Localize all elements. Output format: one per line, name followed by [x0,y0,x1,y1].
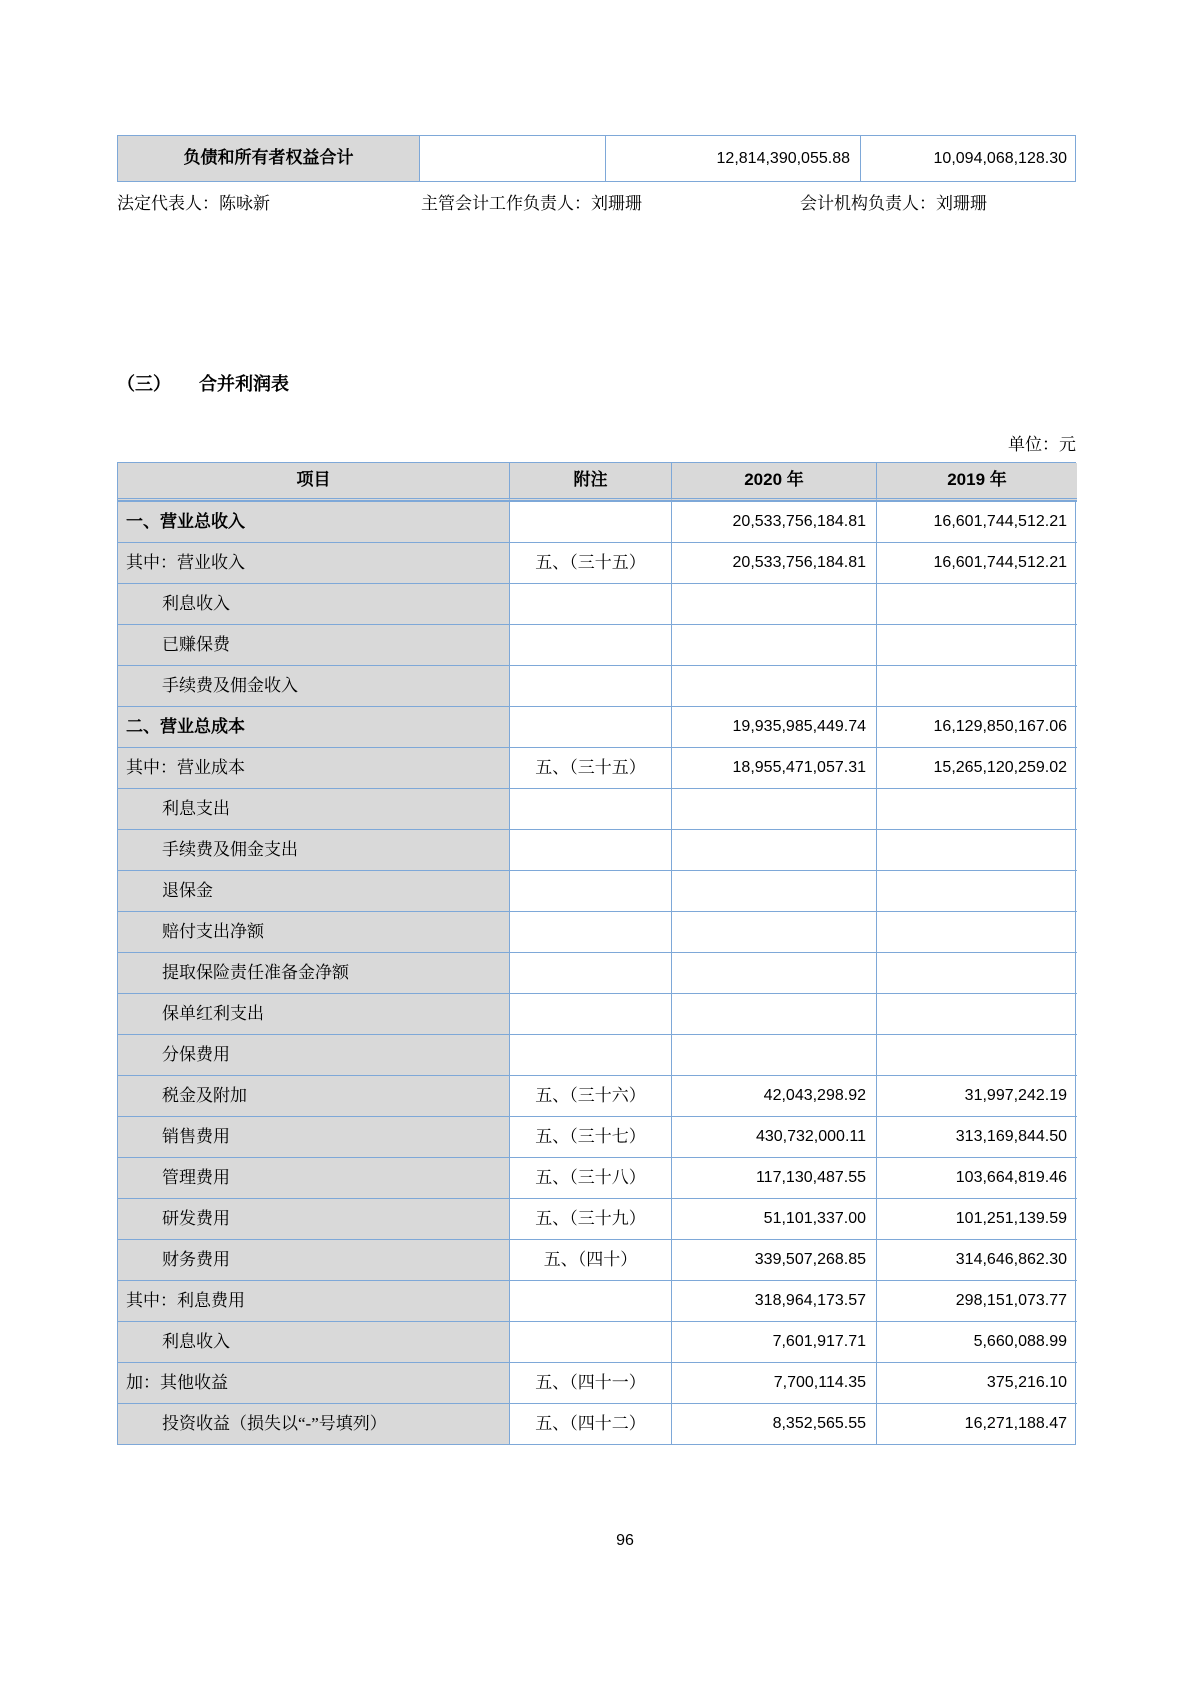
note-cell [419,136,605,181]
row-item: 税金及附加 [118,1075,509,1116]
table-row [118,136,1075,181]
section-index: （三） [117,374,171,394]
row-2019 [876,583,1077,624]
row-item: 保单红利支出 [118,993,509,1034]
table-row [118,624,1075,665]
row-item: 财务费用 [118,1239,509,1280]
row-2020 [671,829,876,870]
row-note [509,829,671,870]
table-row [118,1280,1075,1321]
row-note: 五、（四十） [509,1239,671,1280]
row-2020 [671,583,876,624]
row-item: 提取保险责任准备金净额 [118,952,509,993]
row-2019 [876,829,1077,870]
row-2019: 16,601,744,512.21 [876,542,1077,583]
row-2019: 16,271,188.47 [876,1403,1077,1444]
row-note: 五、（三十五） [509,542,671,583]
section-title: 合并利润表 [199,374,289,394]
row-note: 五、（三十六） [509,1075,671,1116]
unit-label: 单位：元 [1008,435,1076,454]
table-row [118,542,1075,583]
row-item: 利息支出 [118,788,509,829]
row-2019 [876,952,1077,993]
row-note [509,1280,671,1321]
row-item: 其中：利息费用 [118,1280,509,1321]
row-item: 退保金 [118,870,509,911]
row-2019: 101,251,139.59 [876,1198,1077,1239]
table-row [118,870,1075,911]
row-note [509,583,671,624]
row-2019 [876,1034,1077,1075]
balance-sheet-total-table [117,135,1076,182]
row-item: 赔付支出净额 [118,911,509,952]
row-2019: 314,646,862.30 [876,1239,1077,1280]
row-2020: 20,533,756,184.81 [671,542,876,583]
row-2019 [876,911,1077,952]
row-2020: 339,507,268.85 [671,1239,876,1280]
row-2019: 16,601,744,512.21 [876,501,1077,542]
row-note: 五、（三十八） [509,1157,671,1198]
row-2020: 7,601,917.71 [671,1321,876,1362]
row-2019: 31,997,242.19 [876,1075,1077,1116]
row-2019: 375,216.10 [876,1362,1077,1403]
accounting-head: 会计机构负责人：刘珊珊 [800,194,987,213]
row-2020: 8,352,565.55 [671,1403,876,1444]
row-2020 [671,870,876,911]
row-2020: 318,964,173.57 [671,1280,876,1321]
page-number: 96 [616,1532,634,1549]
row-item: 二、营业总成本 [118,706,509,747]
row-item: 投资收益（损失以“-”号填列） [118,1403,509,1444]
row-item: 利息收入 [118,583,509,624]
row-2020: 51,101,337.00 [671,1198,876,1239]
row-2019: 298,151,073.77 [876,1280,1077,1321]
row-item: 一、营业总收入 [118,501,509,542]
row-item: 分保费用 [118,1034,509,1075]
table-row [118,952,1075,993]
row-2019 [876,788,1077,829]
row-note [509,952,671,993]
table-row [118,665,1075,706]
row-note [509,665,671,706]
row-2020 [671,1034,876,1075]
table-row [118,706,1075,747]
chief-accountant: 主管会计工作负责人：刘珊珊 [421,194,642,213]
row-2019 [876,665,1077,706]
row-item: 其中：营业成本 [118,747,509,788]
row-2019 [876,993,1077,1034]
row-item: 其中：营业收入 [118,542,509,583]
row-2020 [671,911,876,952]
row-2019 [876,624,1077,665]
header-2019: 2019 年 [876,463,1077,501]
table-row [118,1116,1075,1157]
row-note [509,788,671,829]
row-2020: 430,732,000.11 [671,1116,876,1157]
row-note: 五、（四十一） [509,1362,671,1403]
row-2020: 42,043,298.92 [671,1075,876,1116]
row-2019: 16,129,850,167.06 [876,706,1077,747]
row-note [509,1034,671,1075]
table-header-row [118,463,1075,501]
table-row [118,1034,1075,1075]
row-note [509,1321,671,1362]
section-heading [117,370,289,396]
row-note [509,870,671,911]
row-2020: 18,955,471,057.31 [671,747,876,788]
row-2019: 5,660,088.99 [876,1321,1077,1362]
row-note: 五、（三十九） [509,1198,671,1239]
row-2020: 117,130,487.55 [671,1157,876,1198]
header-note: 附注 [509,463,671,501]
legal-representative: 法定代表人：陈咏新 [117,194,270,213]
income-statement-table [117,462,1076,1445]
table-row [118,1075,1075,1116]
row-item: 利息收入 [118,1321,509,1362]
table-row [118,1239,1075,1280]
row-2020 [671,993,876,1034]
table-row [118,501,1075,542]
row-note: 五、（四十二） [509,1403,671,1444]
row-item: 手续费及佣金收入 [118,665,509,706]
row-item: 管理费用 [118,1157,509,1198]
row-2020 [671,952,876,993]
row-2020: 20,533,756,184.81 [671,501,876,542]
row-item: 已赚保费 [118,624,509,665]
value-2019: 10,094,068,128.30 [860,136,1077,181]
row-note: 五、（三十五） [509,747,671,788]
row-note [509,624,671,665]
row-2020 [671,624,876,665]
table-row [118,583,1075,624]
row-note [509,501,671,542]
row-2020 [671,788,876,829]
row-note [509,706,671,747]
table-row [118,788,1075,829]
header-2020: 2020 年 [671,463,876,501]
row-item: 手续费及佣金支出 [118,829,509,870]
row-note [509,993,671,1034]
value-2020: 12,814,390,055.88 [605,136,860,181]
table-row [118,747,1075,788]
row-2020 [671,665,876,706]
table-row [118,911,1075,952]
row-note [509,911,671,952]
row-item: 加：其他收益 [118,1362,509,1403]
row-2019: 313,169,844.50 [876,1116,1077,1157]
row-2020: 19,935,985,449.74 [671,706,876,747]
table-row [118,1321,1075,1362]
table-row [118,829,1075,870]
row-2019 [876,870,1077,911]
header-item: 项目 [118,463,509,501]
total-liabilities-equity-label: 负债和所有者权益合计 [118,136,419,181]
row-2019: 15,265,120,259.02 [876,747,1077,788]
table-row [118,1198,1075,1239]
table-row [118,1157,1075,1198]
table-row [118,1362,1075,1403]
row-2019: 103,664,819.46 [876,1157,1077,1198]
table-row [118,993,1075,1034]
row-note: 五、（三十七） [509,1116,671,1157]
row-item: 研发费用 [118,1198,509,1239]
table-row [118,1403,1075,1444]
row-2020: 7,700,114.35 [671,1362,876,1403]
row-item: 销售费用 [118,1116,509,1157]
